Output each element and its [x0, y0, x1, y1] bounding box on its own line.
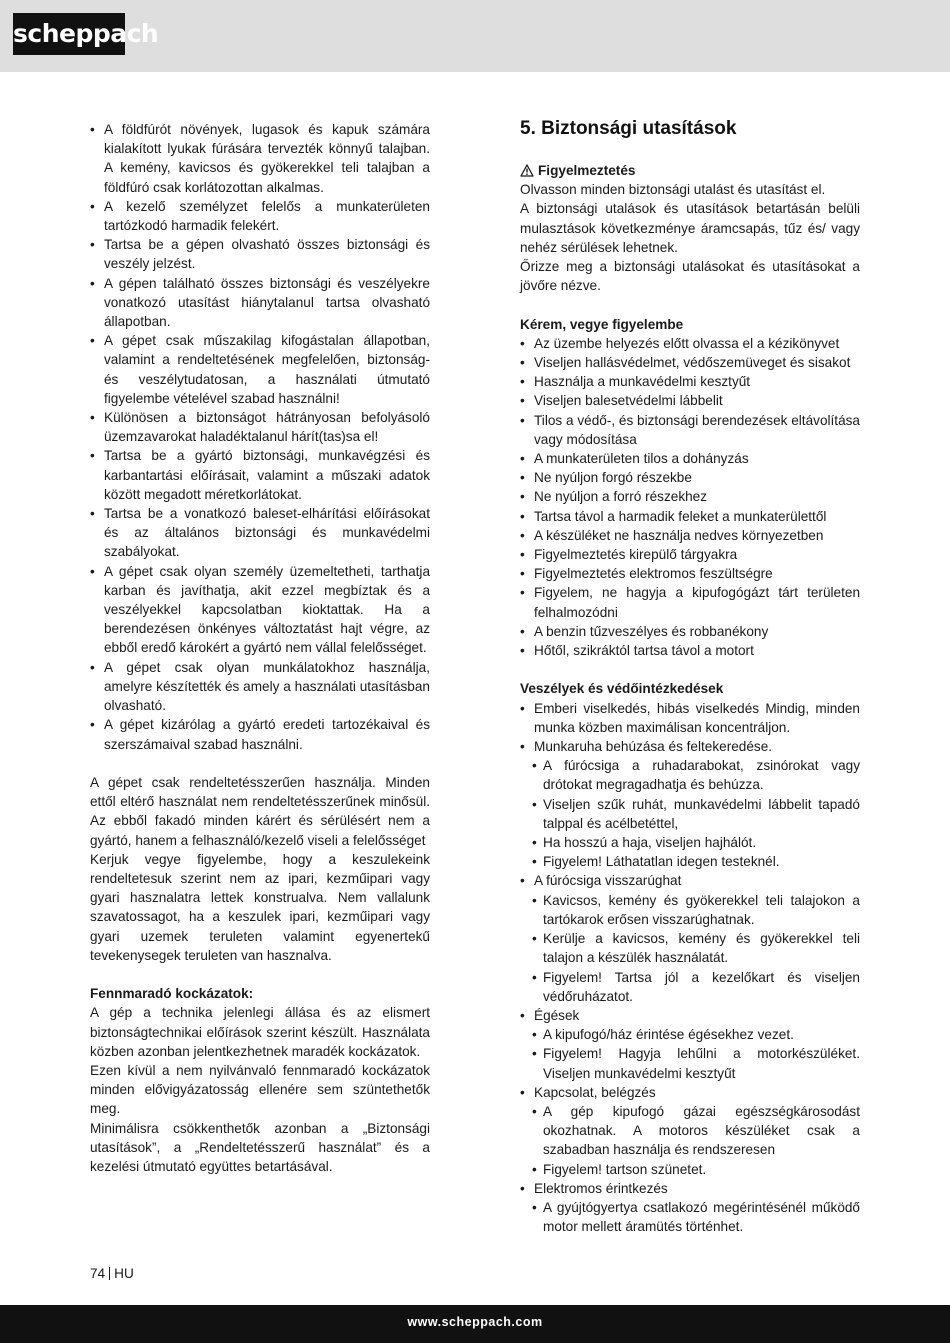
notice-list [520, 334, 860, 660]
list-item: • A készüléket ne használja nedves környezetben [520, 526, 860, 545]
warning-paragraph: Őrizze meg a biztonsági utalásokat és utasításokat a jövőre nézve. [520, 259, 860, 294]
hazard-sub-item: • A fúrócsiga a ruhadarabokat, zsinórokat vagy drótokat megragadhatja és behúzza. [520, 756, 860, 794]
intended-use-note: Kerjuk vegye figyelembe, hogy a keszulekeink rendeltetesuk szerint nem az ipari, kezműipari vagy gyari hasznalatra lettek konstrualva. Nem vallalunk szavatossagot, ha a keszulek ipari, kezműipari vagy gyari uzemek teruleten valamint egyenertekű tevekenysegek teruleten van hasznalva. [90, 851, 430, 963]
list-item: • Ne nyúljon forgó részekbe [520, 468, 860, 487]
list-item: • Figyelmeztetés kirepülő tárgyakra [520, 545, 860, 564]
hazards-heading: Veszélyek és védőintézkedések [520, 681, 724, 697]
hazard-sub-item: • Kerülje a kavicsos, kemény és gyökerekkel teli talajon a készülék használatát. [520, 929, 860, 967]
right-column [520, 120, 860, 1236]
hazard-sub-item: • Figyelem! Láthatatlan idegen testeknél. [520, 852, 860, 871]
hazard-sub-item: • Viseljen szűk ruhát, munkavédelmi lábbelit tapadó talppal és acélbetéttel, [520, 795, 860, 833]
warning-triangle-icon [520, 164, 534, 177]
list-item: • A kezelő személyzet felelős a munkaterületen tartózkodó harmadik felekért. [90, 197, 430, 235]
hazard-item: • Emberi viselkedés, hibás viselkedés Mindig, minden munka közben maximálisan koncentráljon. [520, 699, 860, 737]
hazard-sub-list [520, 1102, 860, 1179]
warning-label: Figyelmeztetés [538, 163, 636, 178]
hazard-sub-item: • A kipufogó/ház érintése égésekhez vezet. [520, 1025, 860, 1044]
residual-risks-paragraph: Minimálisra csökkenthetők azonban a „Biztonsági utasítások”, a „Rendeltetésszerű használat” és a kezelési útmutató együttes betartásával. [90, 1120, 430, 1174]
website-link[interactable]: www.scheppach.com [407, 1315, 543, 1329]
hazard-sub-item: • A gyújtógyertya csatlakozó megérintésénél működő motor mellett áramütés történhet. [520, 1198, 860, 1236]
list-item: • Az üzembe helyezés előtt olvassa el a kézikönyvet [520, 334, 860, 353]
list-item: • A gépet kizárólag a gyártó eredeti tartozékaival és szerszámaival szabad használni. [90, 715, 430, 753]
list-item: • Viseljen balesetvédelmi lábbelit [520, 391, 860, 410]
list-item: • Tartsa be a vonatkozó baleset-elhárítási előírásokat és az általános biztonsági és munkavédelmi szabályokat. [90, 504, 430, 562]
list-item: • A gépet csak műszakilag kifogástalan állapotban, valamint a rendeltetésének megfelelően, biztonság- és veszélytudatosan, a használati útmutató figyelembe vételével szabad használni! [90, 331, 430, 408]
hazard-sub-container [520, 1198, 860, 1236]
hazard-sub-list [520, 1025, 860, 1083]
list-item: • Különösen a biztonságot hátrányosan befolyásoló üzemzavarokat haladéktalanul hárít(tas)sa el! [90, 408, 430, 446]
hazard-sub-container [520, 756, 860, 871]
hazard-sub-list [520, 1198, 860, 1236]
residual-risks-paragraph: Ezen kívül a nem nyilvánvaló fennmaradó kockázatok minden elővigyázatosság ellenére sem szüntethetők meg. [90, 1062, 430, 1117]
list-item: • A benzin tűzveszélyes és robbanékony [520, 622, 860, 641]
language-code: HU [114, 1266, 134, 1281]
list-item: • Hőtől, szikráktól tartsa távol a motort [520, 641, 860, 660]
list-item: • Használja a munkavédelmi kesztyűt [520, 372, 860, 391]
warning-paragraph: Olvasson minden biztonsági utalást és utasítást el. [520, 182, 826, 198]
hazard-sub-container [520, 1102, 860, 1179]
list-item: • Viseljen hallásvédelmet, védőszemüveget és sisakot [520, 353, 860, 372]
list-item: • Tartsa be a gépen olvasható összes biztonsági és veszély jelzést. [90, 235, 430, 273]
list-item: • Figyelmeztetés elektromos feszültségre [520, 564, 860, 583]
list-item: • Ne nyúljon a forró részekhez [520, 487, 860, 506]
page-footer-number [90, 1264, 134, 1283]
list-item: • A munkaterületen tilos a dohányzás [520, 449, 860, 468]
hazard-item: • Kapcsolat, belégzés [520, 1083, 860, 1102]
hazard-sub-item: • Figyelem! Hagyja lehűlni a motorkészüléket. Viseljen munkavédelmi kesztyűt [520, 1044, 860, 1082]
hazard-item: • A fúrócsiga visszarúghat [520, 871, 860, 890]
hazard-sub-container [520, 891, 860, 1006]
list-item: • A gépen található összes biztonsági és veszélyekre vonatkozó utasítást hiánytalanul tartsa olvasható állapotban. [90, 274, 430, 332]
safety-bullet-list [90, 120, 430, 754]
residual-risks-paragraph: A gép a technika jelenlegi állása és az elismert biztonságtechnikai előírások szerint készült. Használata közben azonban jelentkezhetnek maradék kockázatok. [90, 1005, 430, 1059]
notice-heading: Kérem, vegye figyelembe [520, 316, 684, 332]
hazard-sub-list [520, 756, 860, 871]
page-header [0, 0, 950, 72]
hazard-sub-item: • A gép kipufogó gázai egészségkárosodást okozhatnak. A motoros készüléket csak a szabadban használja és rendszeresen [520, 1102, 860, 1160]
hazard-sub-item: • Kavicsos, kemény és gyökerekkel teli talajokon a tartókarok erősen visszarúghatnak. [520, 891, 860, 929]
list-item: • Figyelem, ne hagyja a kipufogógázt tárt területen felhalmozódni [520, 583, 860, 621]
hazard-sub-item: • Ha hosszú a haja, viseljen hajhálót. [520, 833, 860, 852]
hazard-item: • Égések [520, 1006, 860, 1025]
hazard-sub-list [520, 891, 860, 1006]
list-item: • A földfúrót növények, lugasok és kapuk számára kialakított lyukak fúrására tervezték könnyű talajban. A kemény, kavicsos és gyökerekkel teli talajban a földfúró csak korlátozottan alkalmas. [90, 120, 430, 197]
page-footer-bar [0, 1305, 950, 1343]
list-item: • Tartsa távol a harmadik feleket a munkaterülettől [520, 507, 860, 526]
list-item: • A gépet csak olyan személy üzemeltetheti, tarthatja karban és javíthatja, akit ezzel megbíztak és a veszélyekkel kapcsolatban kioktattak. Ha a berendezésen önkényes változtatást hajt végre, az ebből eredő károkért a gyártó nem vállal felelősséget. [90, 562, 430, 658]
list-item: • A gépet csak olyan munkálatokhoz használja, amelyre készítették és amely a használati utasításban olvasható. [90, 658, 430, 716]
hazard-list [520, 699, 860, 1237]
left-column [90, 120, 430, 1176]
hazard-sub-item: • Figyelem! tartson szünetet. [520, 1160, 860, 1179]
list-item: • Tilos a védő-, és biztonsági berendezések eltávolítása vagy módosítása [520, 411, 860, 449]
list-item: • Tartsa be a gyártó biztonsági, munkavégzési és karbantartási előírásait, valamint a műszaki adatok között megadott méretkorlátokat. [90, 446, 430, 504]
intended-use-paragraph: A gépet csak rendeltetésszerűen használja. Minden ettől eltérő használat nem rendeltetésszerűnek minősül. Az ebből fakadó minden kárért és sérülésért nem a gyártó, hanem a felhasználó/kezelő viseli a felelősséget [90, 774, 430, 848]
divider [109, 1267, 110, 1280]
page-number: 74 [90, 1266, 106, 1281]
hazard-item: • Munkaruha behúzása és feltekeredése. [520, 737, 860, 756]
scheppach-logo: scheppach [13, 13, 125, 55]
hazard-sub-item: • Figyelem! Tartsa jól a kezelőkart és viseljen védőruházatot. [520, 968, 860, 1006]
hazard-sub-container [520, 1025, 860, 1083]
warning-heading [520, 161, 860, 180]
section-title: 5. Biztonsági utasítások [520, 118, 737, 139]
hazard-item: • Elektromos érintkezés [520, 1179, 860, 1198]
residual-risks-heading: Fennmaradó kockázatok: [90, 986, 254, 1002]
warning-paragraph: A biztonsági utalások és utasítások betartásán belüli mulasztások következménye áramcsapás, tűz és/ vagy nehéz sérülések lehetnek. [520, 201, 860, 255]
